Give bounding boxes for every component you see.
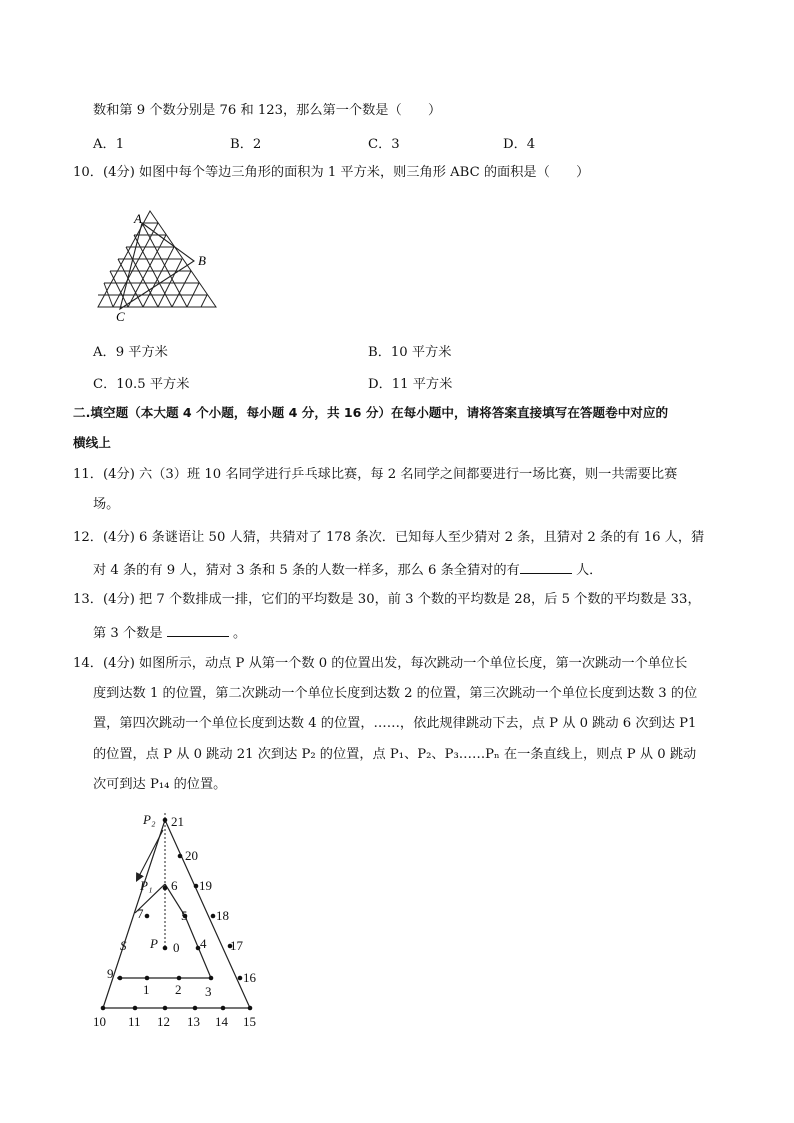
q13-answer-blank[interactable] xyxy=(167,622,229,637)
q14-line5: 次可到达 P₁₄ 的位置。 xyxy=(93,777,227,792)
q12-line1: 12．(4分) 6 条谜语让 50 人猜，共猜对了 178 条次．已知每人至少猜对 2 条，且猜对 2 条的有 16 人，猜 xyxy=(73,530,705,545)
q9-continuation: 数和第 9 个数分别是 76 和 123，那么第一个数是（ ） xyxy=(93,103,442,118)
q13-line1: 13．(4分) 把 7 个数排成一排，它们的平均数是 30，前 3 个数的平均数是 28，后 5 个数的平均数是 33， xyxy=(73,592,701,607)
label-19: 19 xyxy=(199,878,212,893)
label-9: 9 xyxy=(107,966,114,981)
label-11: 11 xyxy=(128,1014,141,1029)
q14-line2: 度到达数 1 的位置，第二次跳动一个单位长度到达数 2 的位置，第三次跳动一个单位长度到达数 3 的位 xyxy=(93,686,698,701)
q13-line2-text: 第 3 个数是 xyxy=(93,626,163,641)
q14-line3: 置，第四次跳动一个单位长度到达数 4 的位置，……，依此规律跳动下去，点 P 从 0 跳动 6 次到达 P1 xyxy=(93,716,697,731)
q10-triangle-grid-figure xyxy=(90,205,230,325)
q13-line2-suffix: 。 xyxy=(232,626,247,641)
q14-line4: 的位置，点 P 从 0 跳动 21 次到达 P₂ 的位置，点 P₁、P₂、P₃……Pₙ 在一条直线上，则点 P 从 0 跳动 xyxy=(93,747,697,762)
q12-line2-text: 对 4 条的有 9 人，猜对 3 条和 5 条的人数一样多，那么 6 条全猜对的有 xyxy=(93,563,520,578)
label-13: 13 xyxy=(187,1014,200,1029)
label-17: 17 xyxy=(230,938,243,953)
q12-answer-blank[interactable] xyxy=(520,559,572,574)
q9-option-c[interactable]: C．3 xyxy=(368,137,400,152)
label-5: 5 xyxy=(181,908,188,923)
q11-line1: 11．(4分) 六（3）班 10 名同学进行乒乓球比赛，每 2 名同学之间都要进行一场比赛，则一共需要比赛 xyxy=(73,467,678,482)
q13-line2 xyxy=(93,622,246,643)
label-16: 16 xyxy=(243,970,256,985)
label-7: 7 xyxy=(137,906,144,921)
q9-option-b[interactable]: B．2 xyxy=(230,137,262,152)
label-20: 20 xyxy=(185,848,198,863)
label-p2: P₂ xyxy=(143,812,156,827)
section2-heading-line2: 横线上 xyxy=(73,435,111,450)
arrow xyxy=(137,830,163,880)
label-10: 10 xyxy=(93,1014,106,1029)
label-18: 18 xyxy=(216,908,229,923)
q14-spiral-figure xyxy=(85,808,275,1033)
label-a: A xyxy=(134,211,142,226)
label-21: 21 xyxy=(171,814,184,829)
label-12: 12 xyxy=(157,1014,170,1029)
q10-option-b[interactable]: B．10 平方米 xyxy=(368,345,452,360)
q11-line2: 场。 xyxy=(93,497,120,512)
label-b: B xyxy=(198,253,206,268)
label-p: P xyxy=(150,936,158,951)
q10-option-c[interactable]: C．10.5 平方米 xyxy=(93,377,190,392)
q10-stem: 10．(4分) 如图中每个等边三角形的面积为 1 平方米，则三角形 ABC 的面积是（ ） xyxy=(73,165,590,180)
label-14: 14 xyxy=(215,1014,228,1029)
q9-option-a[interactable]: A．1 xyxy=(93,137,125,152)
q9-option-d[interactable]: D．4 xyxy=(503,137,536,152)
label-15: 15 xyxy=(243,1014,256,1029)
label-4: 4 xyxy=(200,936,207,951)
label-s: S xyxy=(120,938,127,953)
q12-line2-suffix: 人． xyxy=(575,563,603,578)
triangle-abc xyxy=(120,223,194,309)
q10-option-d[interactable]: D．11 平方米 xyxy=(368,377,453,392)
q10-option-a[interactable]: A．9 平方米 xyxy=(93,345,168,360)
label-2: 2 xyxy=(175,982,182,997)
q14-line1: 14．(4分) 如图所示，动点 P 从第一个数 0 的位置出发，每次跳动一个单位长度，第一次跳动一个单位长 xyxy=(73,656,688,671)
label-0: 0 xyxy=(173,940,180,955)
label-1: 1 xyxy=(143,982,150,997)
section2-heading-line1: 二.填空题（本大题 4 个小题，每小题 4 分，共 16 分）在每小题中，请将答案直接填写在答题卷中对应的 xyxy=(73,405,669,420)
label-p1: P₁ xyxy=(140,878,153,893)
label-c: C xyxy=(116,309,125,324)
label-6: 6 xyxy=(171,878,178,893)
label-3: 3 xyxy=(205,984,212,999)
q12-line2 xyxy=(93,559,602,580)
